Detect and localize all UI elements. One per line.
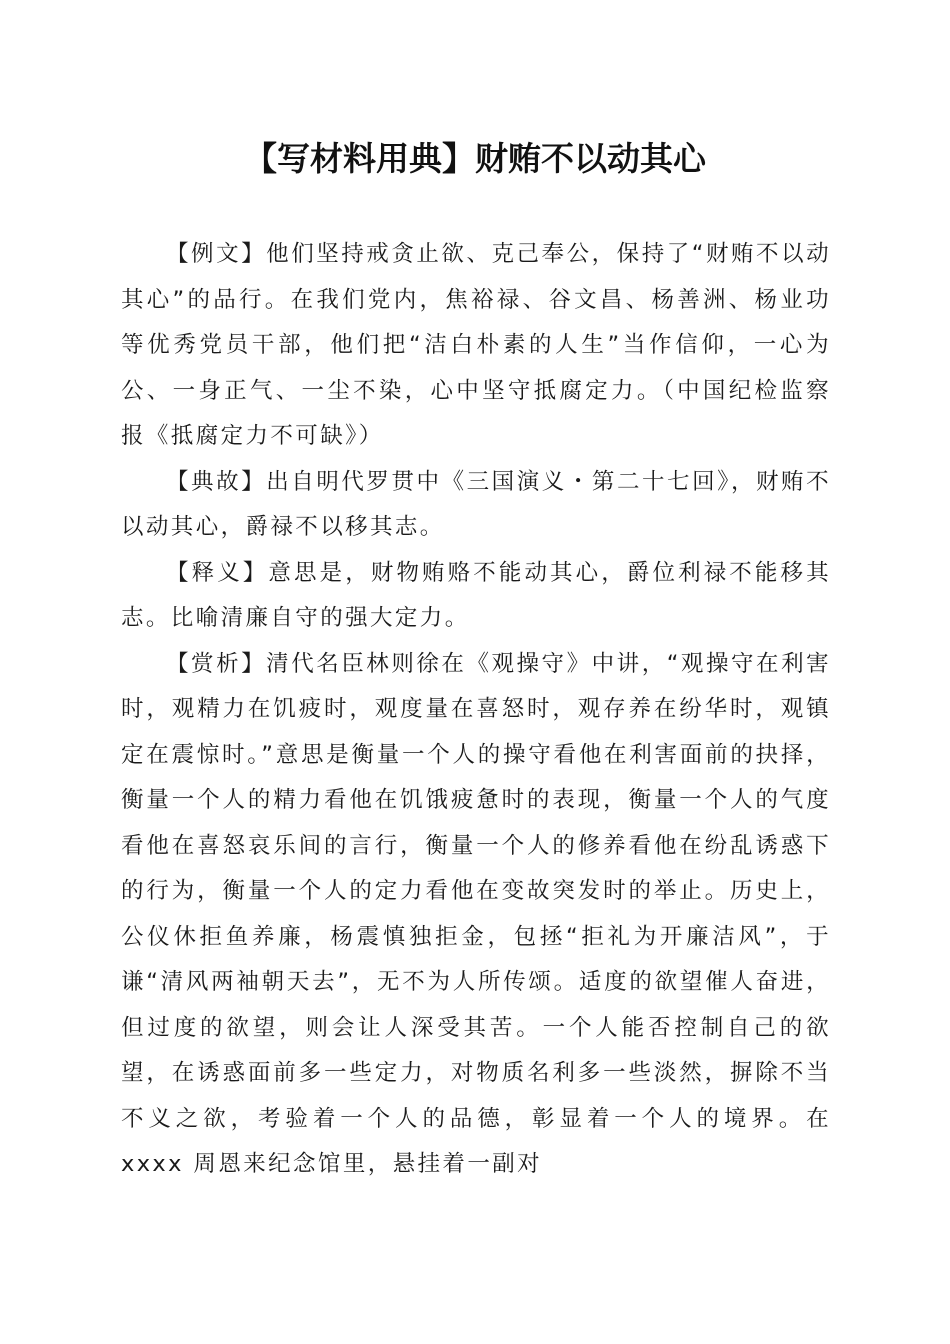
- paragraph-allusion: [121, 460, 831, 551]
- paragraph-tag: 【典故】: [166, 468, 267, 495]
- paragraph-appreciation: [121, 642, 831, 1188]
- paragraph-text: 意思是，财物贿赂不能动其心，爵位利禄不能移其志。比喻清廉自守的强大定力。: [121, 559, 831, 631]
- paragraph-tag: 【释义】: [166, 559, 269, 586]
- paragraph-tag: 【赏析】: [166, 650, 267, 677]
- document-title: 【写材料用典】财贿不以动其心: [244, 139, 706, 178]
- paragraph-example: [121, 232, 831, 460]
- paragraph-tag: 【例文】: [166, 241, 267, 267]
- paragraph-text: 出自明代罗贯中《三国演义・第二十七回》，财贿不以动其心，爵禄不以移其志。: [121, 468, 832, 540]
- paragraph-meaning: [121, 551, 831, 642]
- document-body: [121, 232, 831, 1188]
- paragraph-text: 他们坚持戒贪止欲、克己奉公，保持了“财贿不以动其心”的品行。在我们党内，焦裕禄、谷文昌、杨善洲、杨业功等优秀党员干部，他们把“洁白朴素的人生”当作信仰，一心为公、一身正气、一尘不染，心中坚守抵腐定力。（中国纪检监察报《抵腐定力不可缺》）: [121, 241, 832, 449]
- paragraph-text: 清代名臣林则徐在《观操守》中讲，“观操守在利害时，观精力在饥疲时，观度量在喜怒时，观存养在纷华时，观镇定在震惊时。”意思是衡量一个人的操守看他在利害面前的抉择，衡量一个人的精力看他在饥饿疲惫时的表现，衡量一个人的气度看他在喜怒哀乐间的言行，衡量一个人的修养看他在纷乱诱惑下的行为，衡量一个人的定力看他在变故突发时的举止。历史上，公仪休拒鱼养廉，杨震慎独拒金，包拯“拒礼为开廉洁风”，于谦“清风两袖朝天去”，无不为人所传颂。适度的欲望催人奋进，但过度的欲望，则会让人深受其苦。一个人能否控制自己的欲望，在诱惑面前多一些定力，对物质名利多一些淡然，摒除不当不义之欲，考验着一个人的品德，彰显着一个人的境界。在 xxxx 周恩来纪念馆里，悬挂着一副对: [121, 650, 832, 1177]
